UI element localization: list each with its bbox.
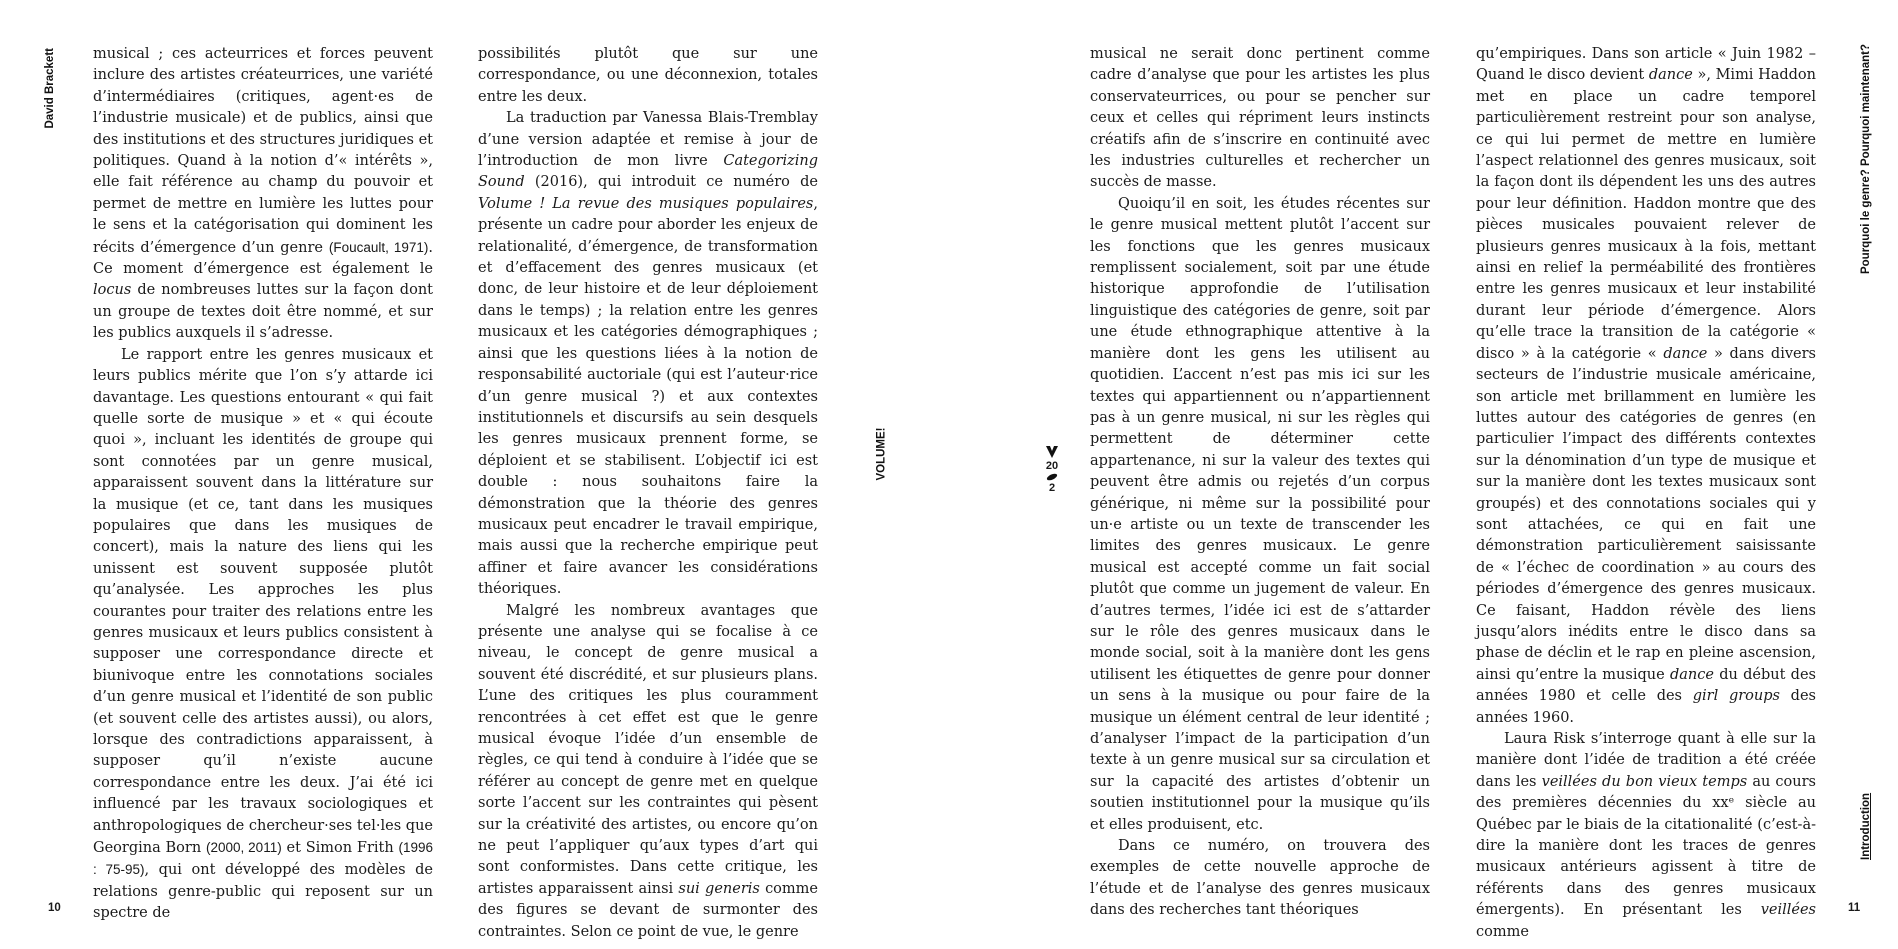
paragraph: musical ne serait donc pertinent comme cadre d’analyse que pour les artistes les plus conservateurrices, ou pour se pencher sur ceux et celles qui répriment leurs instincts créatifs afin de s’inscrire en continuité avec les industries culturelles et rechercher un succès de masse. [1090, 46, 1430, 191]
left-page-column-2 [478, 44, 818, 943]
paragraph: Laura Risk s’interroge quant à elle sur la manière dont l’idée de tradition a été créée dans les veillées du bon vieux temps au cours des premières décennies du xxᵉ siècle au Québec par le biais de la citationalité (c’est-à-dire la manière dont les traces de genres musicaux antérieurs agissent à titre de référents dans des genres musicaux émergents). En présentant les veillées comme [1476, 731, 1816, 940]
right-page-column-1 [1090, 44, 1430, 922]
issue-number: 2 [1048, 482, 1056, 494]
page-number-left: 10 [48, 902, 61, 914]
paragraph: musical ; ces acteurrices et forces peuvent inclure des artistes créateurrices, une variété d’intermédiaires (critiques, agent·es de l’industrie musicale) et de publics, ainsi que des institutions et des structures juridiques et politiques. Quand à la notion d’« intérêts », elle fait référence au champ du pouvoir et permet de mettre en lumière les luttes pour le sens et la catégorisation qui dominent les récits d’émergence d’un genre (Foucault, 1971). Ce moment d’émergence est également le locus de nombreuses luttes sur la façon dont un groupe de textes doit être nommé, et sur les publics auxquels il s’adresse. [93, 46, 433, 342]
running-head-title: Pourquoi le genre? Pourquoi maintenant? [1860, 44, 1872, 275]
volume-logo-icon [1045, 445, 1059, 459]
author-running-head: David Brackett [44, 48, 56, 129]
paragraph: Malgré les nombreux avantages que présente une analyse qui se focalise à ce niveau, le concept de genre musical a souvent été discrédité, et sur plusieurs plans. L’une des critiques les plus couramment rencontrées à cet effet est que le genre musical évoque l’idée d’un ensemble de règles, ce qui tend à conduire à l’idée que se référer au concept de genre met en quelque sorte l’accent sur les contraintes qui pèsent sur la créativité des artistes, ou encore qu’on ne peut l’appliquer qu’aux types d’art qui sont conformistes. Dans cette critique, les artistes apparaissent ainsi sui generis comme des figures se devant de surmonter des contraintes. Selon ce point de vue, le genre [478, 602, 818, 940]
section-label: Introduction [1860, 792, 1872, 860]
right-page-column-2 [1476, 44, 1816, 943]
paragraph: La traduction par Vanessa Blais-Tremblay d’une version adaptée et remise à jour de l’introduction de mon livre Categorizing Sound (2016), qui introduit ce numéro de Volume ! La revue des musiques populaires, présente un cadre pour aborder les enjeux de relationalité, d’émergence, de transformation et d’effacement des genres musicaux (et donc, de leur histoire et de leur déploiement dans le temps) ; la relation entre les genres musicaux et les catégories démographiques ; ainsi que les questions liées à la notion de responsabilité auctoriale (qui est l’auteur·rice d’un genre musical ?) et aux contextes institutionnels et discursifs au sein desquels les genres musicaux prennent forme, se déploient et se stabilisent. L’objectif ici est double : nous souhaitons faire la démonstration que la théorie des genres musicaux peut encadrer le travail empirique, mais aussi que la recherche empirique peut affiner et faire avancer les considérations théoriques. [478, 110, 818, 598]
leaf-icon [1046, 473, 1058, 481]
paragraph: qu’empiriques. Dans son article « Juin 1982 – Quand le disco devient dance », Mimi Haddon met en place un cadre temporel particulièrement restreint pour son analyse, ce qui lui permet de mettre en lumière l’aspect relationnel des genres musicaux, soit la façon dont ils dépendent les uns des autres pour leur définition. Haddon montre que des pièces musicales pouvaient relever de plusieurs genres musicaux à la fois, mettant ainsi en relief la perméabilité des frontières entre les genres musicaux et leur instabilité durant leur période d’émergence. Alors qu’elle trace la transition de la catégorie « disco » à la catégorie « dance » dans divers secteurs de l’industrie musicale américaine, son article met brillamment en lumière les luttes autour des catégories de genres (en particulier l’impact des différents contextes sur la dénomination d’un type de musique et sur la manière dont les textes musicaux sont groupés) et des connotations sociales qui y sont attachées, ce qui en fait une démonstration particulièrement saisissante de « l’échec de coordination » au cours des périodes d’émergence des genres musicaux. Ce faisant, Haddon révèle des liens jusqu’alors inédits entre le disco dans sa phase de déclin et le rap en pleine ascension, ainsi qu’entre la musique dance du début des années 1980 et celle des girl groups des années 1960. [1476, 46, 1816, 726]
paragraph: Le rapport entre les genres musicaux et leurs publics mérite que l’on s’y attarde ici davantage. Les questions entourant « qui fait quelle sorte de musique » et « qui écoute quoi », incluant les identités de groupe qui sont connotées par un genre musical, apparaissent souvent dans la littérature sur la musique (et ce, tant dans les musiques populaires que dans les musiques de concert), mais la nature des liens qui les unissent est souvent supposée plutôt qu’analysée. Les approches les plus courantes pour traiter des relations entre les genres musicaux et leurs publics consistent à supposer une correspondance directe et biunivoque entre les connotations sociales d’un genre musical et l’identité de son public (et souvent celle des artistes aussi), ou alors, lorsque des contradictions apparaissent, à supposer qu’il n’existe aucune correspondance entre les deux. J’ai été ici influencé par les travaux sociologiques et anthropologiques de chercheur·ses tel·les que Georgina Born (2000, 2011) et Simon Frith (1996 : 75-95), qui ont développé des modèles de relations genre-public qui reposent sur un spectre de [93, 346, 434, 922]
issue-marker [1040, 445, 1064, 495]
paragraph: Dans ce numéro, on trouvera des exemples de cette nouvelle approche de l’étude et de l’analyse des genres musicaux dans des recherches tant théoriques [1090, 838, 1430, 919]
paragraph: Quoiqu’il en soit, les études récentes sur le genre musical mettent plutôt l’accent sur les fonctions que les genres musicaux remplissent socialement, soit par une étude historique approfondie de l’utilisation linguistique des catégories de genre, soit par une étude ethnographique attentive à la manière dont les gens les utilisent au quotidien. L’accent n’est pas mis ici sur les textes qui appartiennent ou n’appartiennent pas à un genre musical, ni sur les règles qui permettent de déterminer cette appartenance, ni sur la valeur des textes qui peuvent être admis ou rejetés d’un corpus générique, ni même sur la possibilité pour un·e artiste ou un texte de transcender les limites des genres musicaux. Le genre musical est accepté comme un fait social plutôt que comme un jugement de valeur. En d’autres termes, l’idée ici est de s’attarder sur le rôle des genres musicaux dans le monde social, soit à la manière dont les gens utilisent les étiquettes de genre pour donner un sens à la musique ou pour faire de la musique un élément central de leur identité ; d’analyser l’impact de la participation d’un texte à un genre musical sur sa circulation et sur la capacité des artistes d’obtenir un soutien institutionnel pour la musique qu’ils et elles produisent, etc. [1090, 195, 1430, 833]
paragraph: possibilités plutôt que sur une correspondance, ou une déconnexion, totales entre les deux. [478, 46, 818, 105]
issue-volume-number: 20 [1045, 460, 1059, 472]
spine-journal-label: VOLUME! [875, 427, 888, 481]
left-page-column-1 [93, 44, 433, 925]
page-number-right: 11 [1848, 902, 1861, 914]
